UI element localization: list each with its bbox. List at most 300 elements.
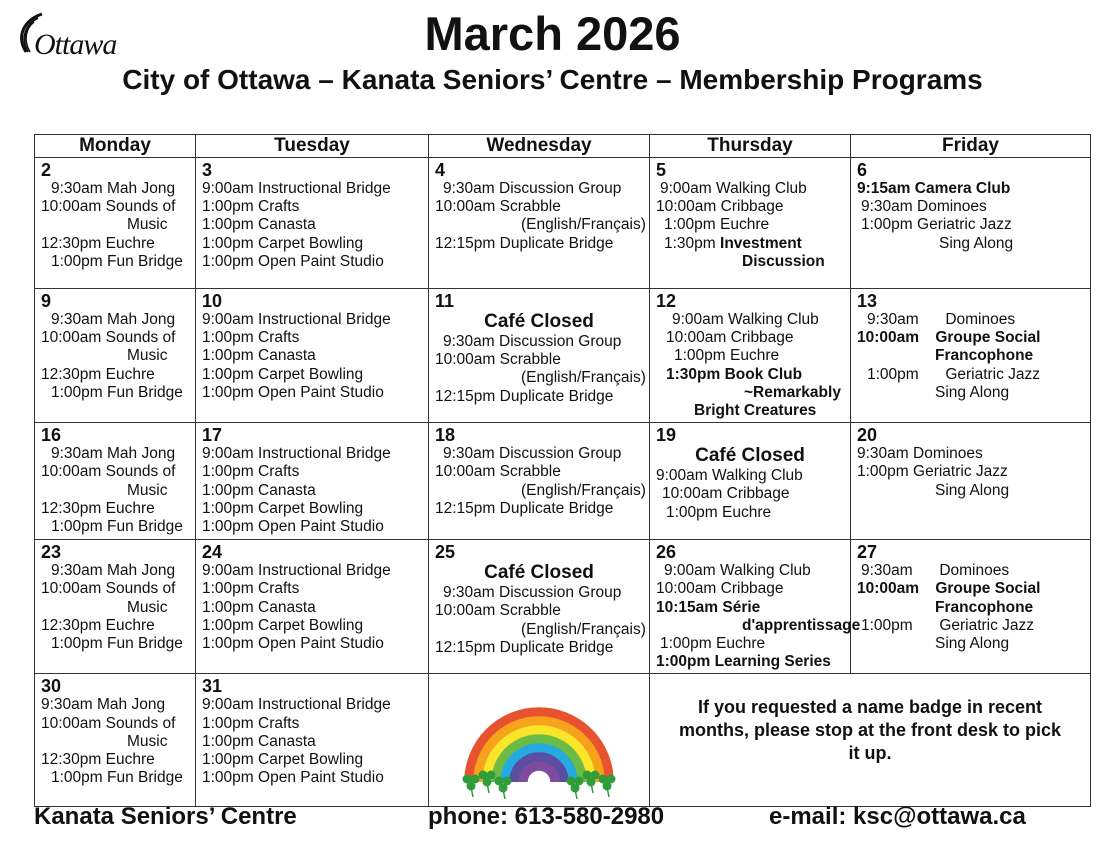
day-cell <box>650 423 851 540</box>
event-item <box>41 751 189 769</box>
event-item <box>202 580 422 598</box>
event-time: 9:00am <box>202 180 254 197</box>
day-number: 9 <box>41 291 52 311</box>
event-time: 1:00pm <box>202 616 254 634</box>
event-item <box>435 445 643 463</box>
day-cell <box>35 158 196 289</box>
day-cell <box>196 540 429 674</box>
event-name: Investment <box>720 234 802 252</box>
event-name: Carpet Bowling <box>258 616 364 634</box>
event-name: Discussion Group <box>499 180 622 197</box>
event-name: Discussion Group <box>499 445 622 463</box>
event-item <box>435 388 643 406</box>
event-item <box>435 463 643 481</box>
event-time: 1:00pm <box>202 580 254 598</box>
event-time: 9:30am <box>51 180 103 197</box>
event-name: Euchre <box>105 365 155 383</box>
day-cell <box>429 423 650 540</box>
event-name: Book Club <box>724 365 803 383</box>
event-item <box>857 617 1084 635</box>
event-name: Crafts <box>258 198 300 216</box>
event-name: Crafts <box>258 714 300 732</box>
event-item <box>857 216 1084 234</box>
event-time: 9:00am <box>202 562 254 580</box>
event-time: 10:00am <box>857 580 920 598</box>
day-cell <box>851 540 1091 674</box>
event-name: Euchre <box>105 751 155 769</box>
day-cell <box>35 674 196 807</box>
event-time: 10:00am <box>41 463 102 481</box>
event-name: Instructional Bridge <box>258 445 391 463</box>
day-number: 31 <box>202 676 223 697</box>
event-name-continued: d'apprentissage <box>742 616 861 634</box>
event-name: Instructional Bridge <box>258 562 391 580</box>
event-name: Dominoes <box>939 562 1010 580</box>
event-name: Sounds of <box>105 329 176 347</box>
day-number: 17 <box>202 425 223 446</box>
day-number: 24 <box>202 542 223 563</box>
event-name: Euchre <box>105 616 155 634</box>
event-item <box>41 311 189 329</box>
week-row <box>35 423 1091 540</box>
event-item <box>656 329 844 347</box>
day-cell <box>851 423 1091 540</box>
event-item <box>435 333 643 351</box>
event-name-continued: Sing Along <box>939 234 1014 252</box>
event-name: Learning Series <box>714 653 831 671</box>
event-item <box>656 504 844 522</box>
day-cell <box>851 289 1091 423</box>
event-name: Série <box>722 598 761 616</box>
weekday-friday: Friday <box>851 135 1091 158</box>
event-item <box>202 599 422 617</box>
event-item <box>202 216 422 234</box>
event-item <box>656 562 844 580</box>
event-time: 1:00pm <box>202 751 254 769</box>
event-time: 1:00pm <box>202 518 254 536</box>
event-name-continued: Sing Along <box>935 635 1010 653</box>
event-item <box>41 769 189 787</box>
event-item <box>656 311 844 329</box>
day-number: 23 <box>41 542 62 563</box>
event-name: Sounds of <box>105 714 176 732</box>
event-name: Carpet Bowling <box>258 234 364 252</box>
event-time: 1:00pm <box>51 518 103 536</box>
event-name-continued: (English/Français) <box>521 481 646 499</box>
event-item <box>41 180 189 198</box>
event-time: 1:00pm <box>202 463 254 481</box>
event-item <box>857 445 1084 463</box>
event-time: 10:00am <box>662 485 723 503</box>
event-time: 9:00am <box>202 311 254 328</box>
week-row <box>35 540 1091 674</box>
event-time: 10:00am <box>435 198 496 216</box>
event-item <box>435 584 643 602</box>
event-item <box>41 518 189 536</box>
event-name: Dominoes <box>913 445 983 463</box>
event-name: Canasta <box>258 216 316 234</box>
event-name-continued: (English/Français) <box>521 369 646 387</box>
day-number: 6 <box>857 160 868 180</box>
event-name-continued: Francophone <box>935 598 1034 616</box>
event-time: 12:15pm <box>435 638 496 656</box>
event-item <box>656 580 844 598</box>
event-name: Mah Jong <box>107 562 176 580</box>
event-name: Canasta <box>258 732 316 750</box>
event-item <box>202 198 422 216</box>
event-time: 9:15am <box>857 180 911 197</box>
event-time: 1:00pm <box>202 365 254 383</box>
event-item <box>202 235 422 253</box>
event-item <box>202 617 422 635</box>
weekday-tuesday: Tuesday <box>196 135 429 158</box>
event-item <box>656 366 844 384</box>
event-name: Instructional Bridge <box>258 311 391 328</box>
event-name: Euchre <box>720 216 770 234</box>
day-number: 3 <box>202 160 213 180</box>
event-time: 1:00pm <box>51 769 103 787</box>
event-time: 10:00am <box>41 329 102 347</box>
event-item <box>857 366 1084 384</box>
event-time: 9:30am <box>51 445 103 463</box>
day-cell <box>429 158 650 289</box>
event-item <box>435 180 643 198</box>
event-time: 10:00am <box>435 463 496 481</box>
event-name-continued: Music <box>127 732 168 750</box>
day-number: 25 <box>435 542 456 563</box>
event-item <box>656 180 844 198</box>
event-item <box>656 347 844 365</box>
event-name-continued: Bright Creatures <box>694 402 817 420</box>
event-name: Fun Bridge <box>107 252 183 270</box>
event-time: 9:00am <box>660 180 712 197</box>
event-time: 9:30am <box>867 311 919 328</box>
event-name: Carpet Bowling <box>258 365 364 383</box>
event-name: Mah Jong <box>107 180 176 197</box>
event-name-continued: Francophone <box>935 347 1034 365</box>
day-cell <box>35 423 196 540</box>
event-item <box>202 463 422 481</box>
event-time: 1:00pm <box>867 365 919 383</box>
event-time: 1:00pm <box>202 732 254 750</box>
event-item <box>857 562 1084 580</box>
event-name: Fun Bridge <box>107 769 183 787</box>
event-name: Open Paint Studio <box>258 383 384 401</box>
event-time: 12:30pm <box>41 365 102 383</box>
event-time: 1:00pm <box>202 329 254 347</box>
event-item <box>41 253 189 271</box>
event-name: Walking Club <box>716 180 807 197</box>
event-name: Duplicate Bridge <box>499 387 614 405</box>
event-item <box>857 311 1084 329</box>
day-number: 18 <box>435 425 456 446</box>
event-item <box>41 198 189 216</box>
event-name: Mah Jong <box>107 445 176 463</box>
event-name: Sounds of <box>105 198 176 216</box>
event-time: 1:00pm <box>51 383 103 401</box>
event-item <box>435 198 643 216</box>
event-name: Geriatric Jazz <box>939 616 1035 634</box>
event-item <box>41 500 189 518</box>
event-name-continued: (English/Français) <box>521 620 646 638</box>
event-name: Discussion Group <box>499 333 622 350</box>
event-time: 9:30am <box>443 584 495 602</box>
event-name: Cribbage <box>720 580 784 598</box>
event-item <box>202 445 422 463</box>
event-time: 1:00pm <box>202 499 254 517</box>
page-subtitle: City of Ottawa – Kanata Seniors’ Centre – Membership Programs <box>122 64 983 95</box>
event-item <box>41 235 189 253</box>
event-name: Canasta <box>258 598 316 616</box>
event-time: 10:00am <box>656 580 717 598</box>
event-item <box>202 562 422 580</box>
page-title: March 2026 <box>424 7 681 60</box>
event-name-continued: Discussion <box>742 252 825 270</box>
event-name: Scrabble <box>499 351 561 369</box>
event-time: 12:30pm <box>41 234 102 252</box>
footer-phone: phone: 613-580-2980 <box>428 803 665 830</box>
event-time: 1:00pm <box>202 383 254 401</box>
event-time: 1:00pm <box>861 616 913 634</box>
day-cell <box>650 540 861 674</box>
event-name: Scrabble <box>499 463 561 481</box>
event-name: Dominoes <box>945 311 1016 328</box>
event-time: 1:00pm <box>202 347 254 365</box>
event-name-continued: Music <box>127 598 168 616</box>
event-item <box>202 180 422 198</box>
event-time: 1:00pm <box>202 198 254 216</box>
event-time: 12:15pm <box>435 499 496 517</box>
event-item <box>656 198 844 216</box>
event-name: Open Paint Studio <box>258 635 384 653</box>
event-time: 9:30am <box>443 333 495 350</box>
day-cell <box>196 289 429 423</box>
event-name: Scrabble <box>499 198 561 216</box>
week-row <box>35 674 1091 807</box>
event-name: Geriatric Jazz <box>945 365 1041 383</box>
day-number: 5 <box>656 160 667 180</box>
event-item <box>202 769 422 787</box>
event-item <box>202 500 422 518</box>
day-number: 4 <box>435 160 446 180</box>
event-item <box>41 384 189 402</box>
day-cell <box>35 289 196 423</box>
event-time: 10:00am <box>857 329 920 347</box>
event-name: Geriatric Jazz <box>913 463 1008 481</box>
event-name: Crafts <box>258 329 300 347</box>
day-cell <box>851 158 1091 289</box>
event-name: Crafts <box>258 463 300 481</box>
event-name-continued: (English/Français) <box>521 216 646 234</box>
name-badge-notice-cell <box>650 674 1091 807</box>
event-item <box>202 518 422 536</box>
event-item <box>656 467 844 485</box>
event-name-continued: Sing Along <box>935 383 1010 401</box>
event-time: 9:00am <box>202 445 254 463</box>
event-name: Open Paint Studio <box>258 518 384 536</box>
event-name: Duplicate Bridge <box>499 499 614 517</box>
day-cell <box>196 423 429 540</box>
footer-email[interactable]: e-mail: ksc@ottawa.ca <box>769 803 1026 830</box>
event-name: Euchre <box>105 499 155 517</box>
event-item <box>202 635 422 653</box>
event-name: Mah Jong <box>107 311 176 328</box>
event-time: 9:00am <box>664 562 716 580</box>
event-item <box>857 463 1084 481</box>
event-item <box>857 329 1084 347</box>
day-number: 10 <box>202 291 223 311</box>
event-item <box>202 329 422 347</box>
event-item <box>202 715 422 733</box>
event-time: 1:00pm <box>202 481 254 499</box>
event-item <box>202 311 422 329</box>
event-time: 1:00pm <box>857 463 909 481</box>
event-item <box>41 635 189 653</box>
event-time: 9:30am <box>861 562 913 580</box>
weekday-wednesday: Wednesday <box>429 135 650 158</box>
event-item <box>41 366 189 384</box>
weekday-monday: Monday <box>35 135 196 158</box>
event-item <box>202 751 422 769</box>
event-time: 9:30am <box>51 562 103 580</box>
event-time: 1:00pm <box>861 216 913 234</box>
event-time: 10:00am <box>435 351 496 369</box>
event-time: 9:30am <box>51 311 103 328</box>
event-time: 12:30pm <box>41 616 102 634</box>
event-name: Crafts <box>258 580 300 598</box>
day-number: 11 <box>435 291 455 311</box>
event-time: 10:15am <box>656 598 719 616</box>
event-item <box>435 351 643 369</box>
event-time: 10:00am <box>656 198 717 216</box>
event-time: 10:00am <box>41 580 102 598</box>
event-name: Scrabble <box>499 602 561 620</box>
event-time: 1:00pm <box>202 252 254 270</box>
event-name-continued: Sing Along <box>935 481 1010 499</box>
event-item <box>435 235 643 253</box>
event-name-continued: Music <box>127 216 168 234</box>
event-item <box>41 617 189 635</box>
event-item <box>857 180 1084 198</box>
event-name: Carpet Bowling <box>258 499 364 517</box>
event-time: 1:00pm <box>674 347 726 365</box>
event-name: Open Paint Studio <box>258 252 384 270</box>
event-time: 9:30am <box>857 445 909 463</box>
week-row <box>35 158 1091 289</box>
event-time: 1:00pm <box>666 503 718 521</box>
day-number: 26 <box>656 542 677 563</box>
day-cell <box>650 158 851 289</box>
rainbow-image-cell <box>429 674 650 807</box>
event-item <box>656 216 844 234</box>
event-name: Dominoes <box>917 198 987 216</box>
event-time: 9:00am <box>656 467 708 485</box>
event-name: Duplicate Bridge <box>499 638 614 656</box>
event-item <box>202 366 422 384</box>
event-time: 1:00pm <box>202 598 254 616</box>
event-name: Canasta <box>258 481 316 499</box>
event-item <box>656 635 844 653</box>
rainbow-shamrock-icon <box>459 694 619 804</box>
event-time: 1:00pm <box>656 653 711 671</box>
day-cell <box>429 289 650 423</box>
event-item <box>41 580 189 598</box>
event-name: Instructional Bridge <box>258 180 391 197</box>
event-item <box>656 485 844 503</box>
event-time: 1:00pm <box>202 234 254 252</box>
day-number: 2 <box>41 160 52 180</box>
event-time: 12:30pm <box>41 499 102 517</box>
event-name: Euchre <box>722 503 772 521</box>
event-time: 9:30am <box>41 696 93 714</box>
event-item <box>435 500 643 518</box>
event-name: Groupe Social <box>935 329 1041 347</box>
event-item <box>656 653 844 671</box>
event-name: Fun Bridge <box>107 383 183 401</box>
event-name: Open Paint Studio <box>258 769 384 787</box>
event-item <box>202 696 422 714</box>
day-number: 19 <box>656 425 677 446</box>
event-name: Carpet Bowling <box>258 751 364 769</box>
event-time: 9:30am <box>443 180 495 197</box>
event-time: 9:00am <box>202 696 254 714</box>
event-name: Fun Bridge <box>107 518 183 536</box>
day-cell <box>650 289 851 423</box>
event-item <box>857 198 1084 216</box>
event-time: 9:30am <box>861 198 913 216</box>
event-time: 12:15pm <box>435 234 496 252</box>
event-time: 1:00pm <box>202 769 254 787</box>
event-name: Walking Club <box>720 562 811 580</box>
event-time: 12:15pm <box>435 387 496 405</box>
event-name: Cribbage <box>726 485 790 503</box>
event-item <box>202 384 422 402</box>
calendar-table <box>34 134 1091 807</box>
event-name: Fun Bridge <box>107 635 183 653</box>
event-name: Duplicate Bridge <box>499 234 614 252</box>
event-name-continued: Music <box>127 347 168 365</box>
day-number: 13 <box>857 291 878 311</box>
event-name: Euchre <box>105 234 155 252</box>
event-time: 10:00am <box>41 198 102 216</box>
event-time: 1:00pm <box>51 252 103 270</box>
event-time: 1:00pm <box>202 216 254 234</box>
event-item <box>41 445 189 463</box>
event-time: 1:00pm <box>202 635 254 653</box>
event-name: Cribbage <box>720 198 784 216</box>
event-name: Euchre <box>730 347 780 365</box>
event-name: Camera Club <box>914 180 1011 197</box>
event-name: Mah Jong <box>97 696 166 714</box>
logo-text: Ottawa <box>34 28 117 61</box>
event-time: 1:30pm <box>666 365 721 383</box>
event-item <box>857 580 1084 598</box>
day-number: 30 <box>41 676 62 697</box>
event-name: Walking Club <box>728 311 819 328</box>
event-name: Geriatric Jazz <box>917 216 1012 234</box>
event-time: 1:30pm <box>664 234 716 252</box>
cafe-closed-notice: Café Closed <box>484 562 594 584</box>
event-item <box>41 715 189 733</box>
event-name: Groupe Social <box>935 580 1041 598</box>
event-name: Cribbage <box>730 329 794 347</box>
event-item <box>435 639 643 657</box>
event-item <box>41 463 189 481</box>
weekday-header-row <box>35 135 1091 158</box>
event-item <box>41 562 189 580</box>
event-item <box>202 347 422 365</box>
event-name: Sounds of <box>105 463 176 481</box>
